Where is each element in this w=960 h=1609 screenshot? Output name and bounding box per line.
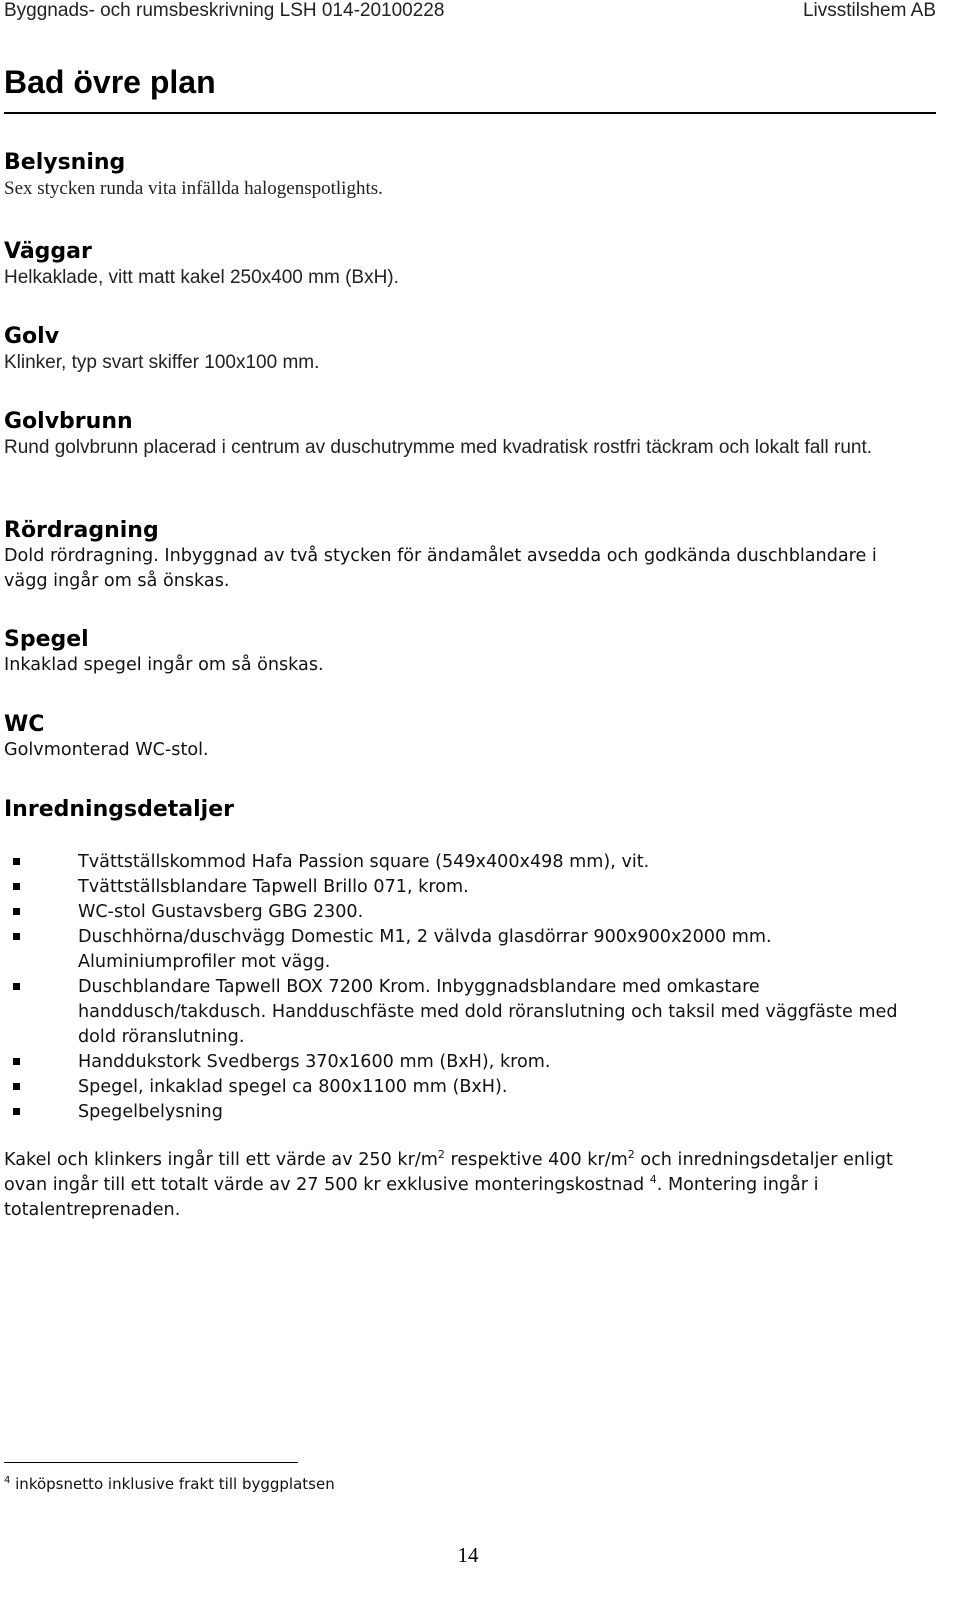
superscript: 2	[437, 1148, 445, 1162]
header-document-id: Byggnads- och rumsbeskrivning LSH 014-20100228	[4, 0, 445, 21]
list-item	[4, 1050, 934, 1075]
list-item-text: Duschblandare Tapwell BOX 7200 Krom. Inbyggnadsblandare med omkastare handdusch/takdusch. Handduschfäste med dold röranslutning och taksil med väggfäste med dold röranslutning.	[78, 977, 898, 1047]
list-item-text: Spegelbelysning	[78, 1102, 223, 1122]
summary-text: respektive 400 kr/m	[444, 1150, 628, 1170]
summary-text: . Montering ingår i totalentreprenaden.	[4, 1175, 819, 1220]
square-bullet-icon	[13, 983, 20, 990]
list-item	[4, 925, 934, 975]
list-item-text: Handdukstork Svedbergs 370x1600 mm (BxH), krom.	[78, 1052, 551, 1072]
section-heading: WC	[4, 712, 45, 737]
fixtures-list	[4, 850, 934, 1125]
cost-summary	[4, 1148, 934, 1223]
footnote-reference: 4	[649, 1173, 657, 1187]
section-heading: Belysning	[4, 150, 126, 175]
section-inredningsdetaljer	[4, 797, 944, 823]
list-item-text: Tvättställsblandare Tapwell Brillo 071, krom.	[78, 877, 469, 897]
section-heading: Golv	[4, 324, 60, 349]
section-heading: Väggar	[4, 239, 92, 264]
footnote-text: inköpsnetto inklusive frakt till byggplatsen	[10, 1475, 335, 1493]
list-item-text: Duschhörna/duschvägg Domestic M1, 2 välvda glasdörrar 900x900x2000 mm. Aluminiumprofiler mot vägg.	[78, 927, 772, 972]
list-item	[4, 1075, 934, 1100]
list-item-text: Spegel, inkaklad spegel ca 800x1100 mm (BxH).	[78, 1077, 508, 1097]
summary-text: och inredningsdetaljer enligt ovan ingår till ett totalt värde av 27 500 kr exklusive monteringskostnad	[4, 1150, 893, 1195]
page-number: 14	[457, 1543, 479, 1567]
list-item-text: WC-stol Gustavsberg GBG 2300.	[78, 902, 364, 922]
footnote-separator	[4, 1462, 298, 1463]
page-header	[4, 0, 936, 28]
section-text: Helkaklade, vitt matt kakel 250x400 mm (BxH).	[4, 267, 399, 288]
list-item	[4, 975, 934, 1050]
page-title: Bad övre plan	[4, 64, 216, 100]
list-item-text: Tvättställskommod Hafa Passion square (549x400x498 mm), vit.	[78, 852, 650, 872]
square-bullet-icon	[13, 1108, 20, 1115]
section-text: Dold rördragning. Inbyggnad av två stycken för ändamålet avsedda och godkända duschblandare i vägg ingår om så önskas.	[4, 546, 877, 591]
square-bullet-icon	[13, 933, 20, 940]
section-heading: Rördragning	[4, 518, 159, 543]
footnote	[4, 1474, 335, 1494]
summary-text: Kakel och klinkers ingår till ett värde av 250 kr/m	[4, 1150, 438, 1170]
header-company: Livsstilshem AB	[802, 0, 936, 21]
square-bullet-icon	[13, 858, 20, 865]
list-item	[4, 1100, 934, 1125]
section-wc	[4, 712, 944, 763]
section-golvbrunn	[4, 409, 944, 460]
section-heading: Inredningsdetaljer	[4, 797, 234, 822]
section-text: Sex stycken runda vita infällda halogenspotlights.	[4, 178, 383, 199]
square-bullet-icon	[13, 1058, 20, 1065]
superscript: 2	[627, 1148, 635, 1162]
list-item	[4, 900, 934, 925]
section-vaggar	[4, 239, 944, 290]
title-block	[4, 60, 936, 114]
section-heading: Golvbrunn	[4, 409, 133, 434]
list-item	[4, 875, 934, 900]
footnote-number: 4	[4, 1475, 11, 1486]
section-rordragning	[4, 518, 944, 594]
square-bullet-icon	[13, 908, 20, 915]
square-bullet-icon	[13, 883, 20, 890]
section-text: Rund golvbrunn placerad i centrum av duschutrymme med kvadratisk rostfri täckram och lokalt fall runt.	[4, 437, 873, 458]
section-text: Golvmonterad WC-stol.	[4, 740, 209, 760]
section-heading: Spegel	[4, 627, 89, 652]
section-text: Klinker, typ svart skiffer 100x100 mm.	[4, 352, 320, 373]
list-item	[4, 850, 934, 875]
section-spegel	[4, 627, 944, 678]
section-golv	[4, 324, 944, 375]
section-text: Inkaklad spegel ingår om så önskas.	[4, 655, 324, 675]
square-bullet-icon	[13, 1083, 20, 1090]
section-belysning	[4, 150, 944, 201]
